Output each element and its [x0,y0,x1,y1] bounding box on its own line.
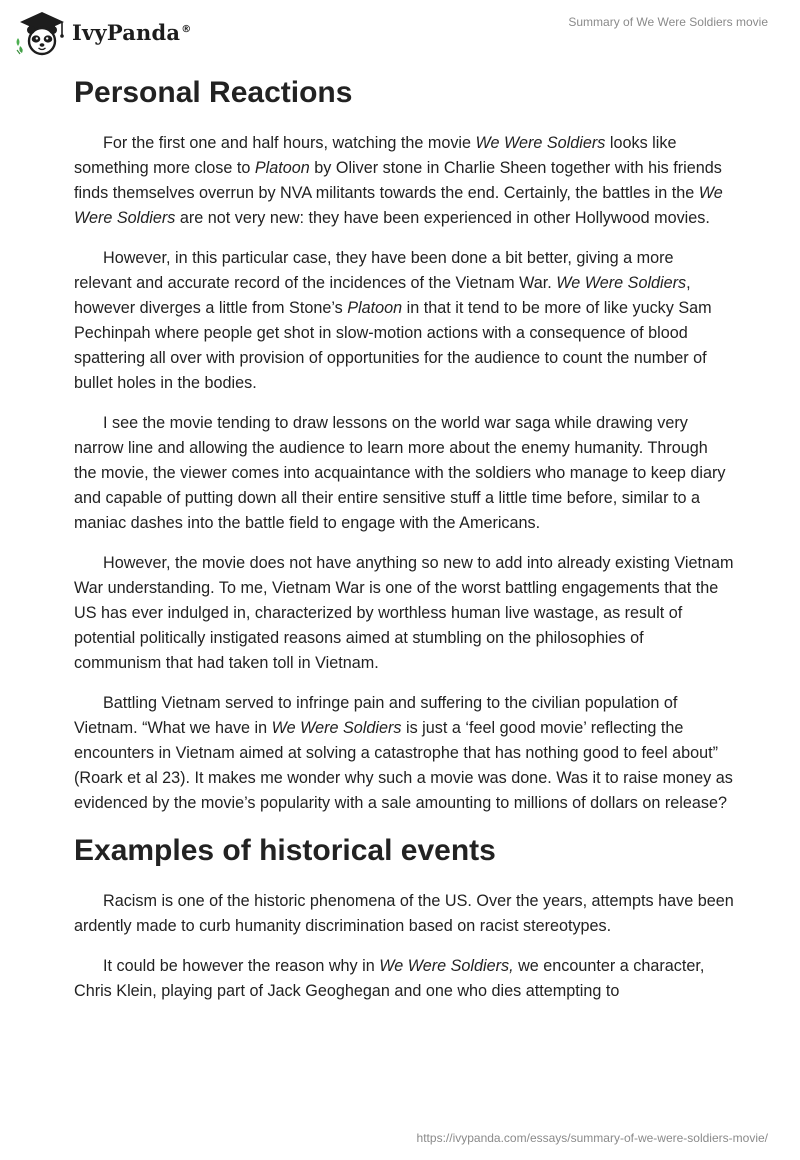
paragraph: However, the movie does not have anything so new to add into already existing Vietnam War understanding. To me, Vietnam War is one of the worst battling engagements that the US has ever indulged in, characterized by worthless human live wastage, as result of potential politically instigated reasons aimed at stumbling on the philosophies of communism that had taken toll in Vietnam. [74,554,734,672]
section-heading: Personal Reactions [74,76,353,109]
movie-title: We Were Soldiers, [379,957,514,975]
movie-title: We Were Soldiers [475,134,606,152]
section-heading: Examples of historical events [74,834,496,867]
paragraph: However, in this particular case, they have been done a bit better, giving a more relevant and accurate record of the incidences of the Vietnam War. We Were Soldiers, however diverges a little from Stone’s Platoon in that it tend to be more of like yucky Sam Pechinpah where people get shot in slow-motion actions with a consequence of blood spattering all over with provision of opportunities for the audience to count the number of bullet holes in the bodies. [74,249,712,392]
movie-title: We Were Soldiers [271,719,402,737]
paragraph: Battling Vietnam served to infringe pain and suffering to the civilian population of Vietnam. “What we have in We Were Soldiers is just a ‘feel good movie’ reflecting the encounters in Vietnam aimed at solving a catastrophe that has nothing good to feel about” (Roark et al 23). It makes me wonder why such a movie was done. Was it to raise money as evidenced by the movie’s popularity with a sale amounting to millions of dollars on release? [74,694,733,812]
essay-content [74,70,734,1019]
source-url[interactable]: https://ivypanda.com/essays/summary-of-we-were-soldiers-movie/ [416,1131,768,1145]
movie-title: Platoon [254,159,310,177]
paragraph: I see the movie tending to draw lessons on the world war saga while drawing very narrow line and allowing the audience to learn more about the enemy humanity. Through the movie, the viewer comes into acquaintance with the soldiers who manage to keep diary and capable of putting down all their entire sensitive stuff a little time before, similar to a maniac dashes into the battle field to engage with the Americans. [74,414,726,532]
page-header [0,0,800,70]
movie-title: We Were Soldiers [74,184,723,227]
ivypanda-logo[interactable] [14,8,191,56]
paragraph: For the first one and half hours, watching the movie We Were Soldiers looks like something more close to Platoon by Oliver stone in Charlie Sheen together with his friends finds themselves overrun by NVA militants towards the end. Certainly, the battles in the We Were Soldiers are not very new: they have been experienced in other Hollywood movies. [74,134,723,227]
brand-name: IvyPanda® [72,19,192,45]
movie-title: We Were Soldiers [556,274,687,292]
paragraph: Racism is one of the historic phenomena of the US. Over the years, attempts have been ardently made to curb humanity discrimination based on racist stereotypes. [74,892,734,935]
movie-title: Platoon [347,299,403,317]
document-title: Summary of We Were Soldiers movie [568,15,768,29]
paragraph: It could be however the reason why in We Were Soldiers, we encounter a character, Chris Klein, playing part of Jack Geoghegan and one who dies attempting to [74,957,705,1000]
panda-graduate-icon [14,8,70,56]
